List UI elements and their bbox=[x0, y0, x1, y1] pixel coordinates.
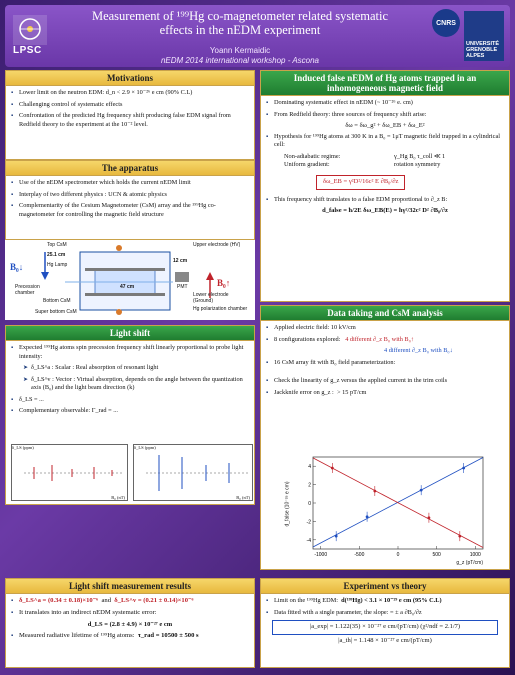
experiment-box bbox=[260, 578, 510, 668]
list-item: ▪ Check the linearity of g_z versus the applied current in the trim coils bbox=[266, 377, 448, 384]
poster-header bbox=[5, 5, 510, 67]
label-precession: Precession chamber bbox=[15, 284, 40, 296]
list-item: ▪ It translates into an indirect nEDM systematic error: bbox=[11, 608, 157, 616]
lightshift-box bbox=[5, 325, 255, 505]
bullet-icon: ▪ bbox=[11, 609, 14, 616]
bullet-icon: ▪ bbox=[266, 609, 269, 616]
label-b0-up: B₀↑ bbox=[217, 278, 231, 288]
bullet-icon: ▪ bbox=[11, 180, 14, 186]
false-edm-chart bbox=[291, 451, 491, 563]
list-item: ▪ Measured radiative lifetime of ¹⁹⁹Hg atoms: τ_rad = 10500 ± 500 s bbox=[11, 631, 199, 639]
lightshift-plot-right bbox=[133, 444, 253, 501]
apparatus-diagram bbox=[5, 240, 255, 320]
plot-left-xlabel: B₀ (nT) bbox=[111, 495, 125, 500]
equation: |a_exp| = 1.122(35) × 10⁻²⁷ e cm/(pT/cm) (χ²/ndf = 2.1/7) bbox=[272, 620, 498, 635]
plot-left-ylabel: δ_LS (ppm) bbox=[12, 445, 34, 450]
data-point bbox=[428, 516, 431, 519]
page-title: Measurement of ¹⁹⁹Hg co-magnetometer related systematic effects in the nEDM experiment bbox=[91, 9, 389, 38]
x-tick-label: 0 bbox=[396, 552, 400, 558]
falseedm-box bbox=[260, 70, 510, 302]
data-point bbox=[462, 467, 465, 470]
data-point bbox=[458, 535, 461, 538]
y-tick-label: 0 bbox=[308, 501, 311, 507]
list-item: ▪ From Redfield theory: three sources of frequency shift arise: bbox=[266, 110, 427, 118]
label-top-csm: Top CsM bbox=[47, 242, 67, 248]
label-upper-electrode: Upper electrode (HV) bbox=[193, 242, 241, 248]
hypothesis-table: Non-adiabatic regime: γ_Hg B₀ τ_coll ≪ 1 Uniform gradient: rotation symmetry bbox=[284, 152, 446, 169]
bullet-icon: ▪ bbox=[266, 378, 269, 384]
list-item: ▪ Complementary observable: Γ_rad = ... bbox=[11, 407, 118, 414]
equation: d_false = ħ/2E δω_EB(E) = ħγ²/32c² D² ∂B₀/∂z bbox=[322, 207, 448, 215]
bullet-icon: ▪ bbox=[266, 389, 269, 396]
x-tick-label: 500 bbox=[432, 552, 441, 558]
list-item: ▪ Applied electric field: 10 kV/cm bbox=[266, 324, 356, 331]
apparatus-title: The apparatus bbox=[6, 161, 254, 176]
datataking-title: Data taking and CsM analysis bbox=[261, 306, 509, 321]
bullet-icon: ▪ bbox=[266, 100, 269, 106]
label-hg-polar: Hg polarization chamber bbox=[193, 306, 248, 312]
config-line: 4 different ∂_z B₀ with B₀↓ bbox=[384, 347, 453, 354]
plot-ylabel: d_false (10⁻²⁶ e cm) bbox=[284, 481, 291, 527]
list-item: ▪ 8 configurations explored: 4 different ∂_z B₀ with B₀↑ bbox=[266, 335, 414, 343]
lsresults-box bbox=[5, 578, 255, 668]
label-len3: 12 cm bbox=[173, 258, 188, 264]
label-super-bottom: Super bottom CsM bbox=[35, 309, 77, 315]
list-item: ▪ 16 CsM array fit with B₀ field parameterization: bbox=[266, 358, 396, 366]
equation: δω_EB = γ²D²/16c² E ∂B₀/∂z bbox=[316, 175, 405, 190]
label-len1: 25.1 cm bbox=[47, 252, 66, 258]
bullet-icon: ▪ bbox=[266, 336, 269, 343]
bullet-icon: ▪ bbox=[11, 632, 14, 639]
cnrs-logo: CNRS bbox=[432, 9, 460, 37]
equation: |a_th| = 1.148 × 10⁻²⁷ e cm/(pT/cm) bbox=[338, 636, 432, 644]
data-point bbox=[335, 535, 338, 538]
data-point bbox=[373, 490, 376, 493]
list-item: ▪ Use of the nEDM spectrometer which holds the current nEDM limit bbox=[11, 179, 191, 186]
label-pmt: PMT bbox=[177, 284, 188, 290]
lightshift-title: Light shift bbox=[6, 326, 254, 341]
list-item: ▪ Lower limit on the neutron EDM: d_n < 2.9 × 10⁻²⁶ e cm (90% C.L) bbox=[11, 89, 193, 96]
lsresults-title: Light shift measurement results bbox=[6, 579, 254, 594]
venue: nEDM 2014 international workshop - Ascona bbox=[160, 56, 319, 65]
list-item: ▪ Confrontation of the predicted Hg frequency shift producing false EDM signal from Redfield theory to the experiment at the 10⁻² level. bbox=[11, 112, 231, 128]
label-len2: 47 cm bbox=[120, 284, 135, 290]
datataking-box bbox=[260, 305, 510, 570]
lightshift-plot-left bbox=[11, 444, 128, 501]
x-tick-label: -1000 bbox=[314, 552, 328, 558]
bullet-icon: ▪ bbox=[11, 345, 14, 351]
lightshift-plot-left-icon bbox=[12, 445, 127, 500]
list-item: ▪ This frequency shift translates to a false EDM proportional to ∂_z B: bbox=[266, 195, 448, 203]
falseedm-title: Induced false nEDM of Hg atoms trapped in an inhomogeneous magnetic field bbox=[261, 71, 509, 96]
list-item: ▪ Expected ¹⁹⁹Hg atoms spin precession frequency shift linearly proportional to probe light intensity: bbox=[11, 344, 244, 360]
y-tick-label: 2 bbox=[308, 482, 311, 489]
equation: d_LS = (2.8 ± 4.9) × 10⁻²⁷ e cm bbox=[87, 620, 173, 628]
bullet-icon: ▪ bbox=[11, 396, 14, 403]
arrow-icon: ➤ bbox=[23, 376, 29, 383]
bullet-icon: ▪ bbox=[266, 359, 269, 366]
bullet-icon: ▪ bbox=[11, 191, 14, 198]
bullet-icon: ▪ bbox=[266, 133, 269, 140]
list-item: ➤ δ_LS^a : Scalar : Real absorption of resonant light bbox=[23, 364, 159, 371]
label-bottom-csm: Bottom CsM bbox=[43, 298, 71, 304]
plot-xlabel: g_z (pT/cm) bbox=[456, 560, 483, 566]
list-item: ▪ Jackknife error on g_z : > 15 pT/cm bbox=[266, 388, 367, 396]
motivations-box bbox=[5, 70, 255, 160]
bullet-icon: ▪ bbox=[266, 111, 269, 118]
bullet-icon: ▪ bbox=[266, 598, 269, 604]
list-item: ▪ Complementarity of the Cesium Magnetometer (CsM) array and the ¹⁹⁹Hg co-magnetometer for controlling the magnetic field structure bbox=[11, 202, 216, 218]
false-edm-plot bbox=[284, 451, 491, 566]
y-tick-label: -4 bbox=[306, 537, 311, 544]
label-b0-down: B₀↓ bbox=[10, 262, 24, 272]
list-item: ➤ δ_LS^v : Vector : Virtual absorption, depends on the angle between the quantization axis (B₀) and the light beam direction (k) bbox=[23, 375, 243, 391]
list-item: ▪ δ_LS^a = (0.34 ± 0.18)×10⁻⁶ and δ_LS^v = (0.21 ± 0.14)×10⁻⁶ bbox=[11, 597, 194, 604]
y-tick-label: 4 bbox=[308, 464, 311, 471]
data-point bbox=[366, 515, 369, 518]
apparatus-box bbox=[5, 160, 255, 240]
bullet-icon: ▪ bbox=[11, 203, 14, 209]
bullet-icon: ▪ bbox=[11, 408, 14, 414]
bullet-icon: ▪ bbox=[266, 196, 269, 203]
lpsc-logo-text: LPSC bbox=[13, 45, 42, 56]
bullet-icon: ▪ bbox=[11, 90, 14, 96]
data-point bbox=[420, 489, 423, 492]
arrow-icon: ➤ bbox=[23, 365, 29, 371]
equation: δω = δω_g² + δω_EB + δω_E² bbox=[345, 122, 425, 129]
list-item: ▪ Challenging control of systematic effects bbox=[11, 100, 123, 108]
list-item: ▪ Limit on the ¹⁹⁹Hg EDM: d(¹⁹⁹Hg) < 3.1 × 10⁻²⁹ e cm (95% C.L) bbox=[266, 597, 442, 604]
list-item: ▪ Dominating systematic effect in nEDM (~ 10⁻²⁶ e. cm) bbox=[266, 99, 413, 106]
label-hg-lamp: Hg Lamp bbox=[47, 262, 68, 268]
bullet-icon: ▪ bbox=[11, 101, 14, 108]
x-tick-label: -500 bbox=[354, 552, 365, 558]
list-item: ▪ Interplay of two different physics : UCN & atomic physics bbox=[11, 190, 168, 198]
plot-right-xlabel: B₀ (nT) bbox=[236, 495, 250, 500]
data-point bbox=[331, 467, 334, 470]
y-tick-label: -2 bbox=[306, 519, 311, 526]
lightshift-plot-right-icon bbox=[134, 445, 252, 500]
bullet-icon: ▪ bbox=[266, 325, 269, 331]
label-lower-electrode: Lower electrode (Ground) bbox=[193, 292, 229, 304]
bullet-icon: ▪ bbox=[11, 598, 14, 604]
author: Yoann Kermaidic bbox=[209, 46, 271, 55]
uga-logo: UNIVERSITÉ GRENOBLE ALPES bbox=[464, 11, 504, 61]
bullet-icon: ▪ bbox=[11, 113, 14, 119]
experiment-title: Experiment vs theory bbox=[261, 579, 509, 594]
list-item: ▪ δ_LS = ... bbox=[11, 395, 44, 403]
x-tick-label: 1000 bbox=[469, 552, 481, 558]
list-item: ▪ Data fitted with a single parameter, the slope: = ± a ∂B₀/∂z bbox=[266, 608, 422, 616]
motivations-title: Motivations bbox=[6, 71, 254, 86]
plot-right-ylabel: δ_LS (ppm) bbox=[134, 445, 156, 450]
list-item: ▪ Hypothesis for ¹⁹⁹Hg atoms at 300 K in a B₀ = 1μT magnetic field trapped in a cylindrical cell: bbox=[266, 132, 501, 149]
